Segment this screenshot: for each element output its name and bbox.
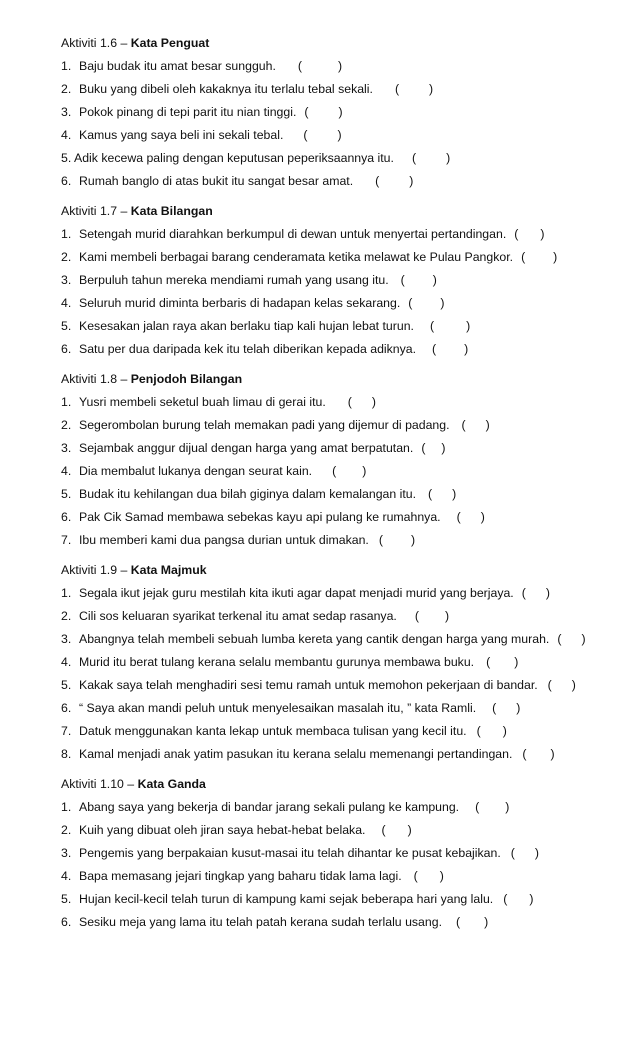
question-text: Yusri membeli seketul buah limau di gerai itu.	[79, 395, 326, 409]
question-item	[61, 227, 631, 241]
question-number: 1.	[61, 395, 72, 409]
question-number: 5.	[61, 319, 72, 333]
question-text: Sejambak anggur dijual dengan harga yang amat berpatutan.	[79, 441, 414, 455]
activity-title: Kata Ganda	[137, 777, 206, 791]
question-number: 2.	[61, 609, 72, 623]
answer-box[interactable]: ( )	[400, 273, 437, 287]
activity-title: Kata Majmuk	[130, 563, 207, 577]
answer-box[interactable]: ( )	[347, 395, 376, 409]
question-item	[61, 395, 631, 409]
question-text: “ Saya akan mandi peluh untuk menyelesaikan masalah itu, ” kata Ramli.	[79, 701, 477, 715]
question-item	[61, 510, 631, 524]
answer-box[interactable]: ( )	[375, 174, 414, 188]
question-text: Kesesakan jalan raya akan berlaku tiap kali hujan lebat turun.	[79, 319, 414, 333]
answer-box[interactable]: ( )	[304, 105, 343, 119]
activity-number: Aktiviti 1.9 –	[61, 563, 131, 577]
answer-box[interactable]: ( )	[456, 510, 485, 524]
question-item	[61, 128, 631, 142]
question-number: 7.	[61, 533, 72, 547]
question-text: Kamal menjadi anak yatim pasukan itu kerana selalu memenangi pertandingan.	[79, 747, 513, 761]
question-text: Kuih yang dibuat oleh jiran saya hebat-hebat belaka.	[79, 823, 366, 837]
activity-number: Aktiviti 1.6 –	[61, 36, 131, 50]
answer-box[interactable]: ( )	[297, 59, 343, 73]
question-text: Pengemis yang berpakaian kusut-masai itu telah dihantar ke pusat kebajikan.	[79, 846, 501, 860]
question-item	[61, 724, 631, 738]
question-item	[61, 678, 631, 692]
answer-box[interactable]: ( )	[510, 846, 539, 860]
question-number: 1.	[61, 586, 72, 600]
question-number: 1.	[61, 59, 72, 73]
activity-heading	[61, 372, 631, 386]
question-item	[61, 846, 631, 860]
question-number: 7.	[61, 724, 72, 738]
question-text: Murid itu berat tulang kerana selalu membantu gurunya membawa buku.	[79, 655, 475, 669]
question-item	[61, 609, 631, 623]
question-text: Setengah murid diarahkan berkumpul di dewan untuk menyertai pertandingan.	[79, 227, 507, 241]
question-text: Budak itu kehilangan dua bilah giginya dalam kemalangan itu.	[79, 487, 417, 501]
question-number: 3.	[61, 632, 72, 646]
activity-title: Penjodoh Bilangan	[130, 372, 243, 386]
question-text: Kakak saya telah menghadiri sesi temu ramah untuk memohon pekerjaan di bandar.	[79, 678, 538, 692]
activity-section	[61, 36, 631, 188]
activity-section	[61, 372, 631, 547]
question-text: Adik kecewa paling dengan keputusan peperiksaannya itu.	[74, 151, 394, 165]
question-text: Datuk menggunakan kanta lekap untuk membaca tulisan yang kecil itu.	[79, 724, 467, 738]
question-text: Buku yang dibeli oleh kakaknya itu terlalu tebal sekali.	[79, 82, 373, 96]
question-text: Ibu memberi kami dua pangsa durian untuk dimakan.	[79, 533, 369, 547]
question-text: Seluruh murid diminta berbaris di hadapan kelas sekarang.	[79, 296, 401, 310]
question-text: Segerombolan burung telah memakan padi yang dijemur di padang.	[79, 418, 450, 432]
question-number: 2.	[61, 82, 72, 96]
question-text: Segala ikut jejak guru mestilah kita ikuti agar dapat menjadi murid yang berjaya.	[79, 586, 514, 600]
activity-section	[61, 563, 631, 761]
question-item	[61, 915, 631, 929]
answer-box[interactable]: ( )	[522, 747, 555, 761]
question-item	[61, 655, 631, 669]
question-text: Bapa memasang jejari tingkap yang baharu tidak lama lagi.	[79, 869, 402, 883]
worksheet	[61, 36, 631, 945]
question-number: 4.	[61, 869, 72, 883]
answer-box[interactable]: ( )	[521, 586, 550, 600]
question-number: 4.	[61, 128, 72, 142]
question-number: 4.	[61, 464, 72, 478]
question-item	[61, 632, 631, 646]
question-item	[61, 418, 631, 432]
answer-box[interactable]: ( )	[486, 655, 519, 669]
answer-box[interactable]: ( )	[503, 892, 534, 906]
question-number: 6.	[61, 174, 72, 188]
question-item	[61, 273, 631, 287]
answer-box[interactable]: ( )	[394, 82, 434, 96]
question-item	[61, 800, 631, 814]
question-item	[61, 174, 631, 188]
question-text: Rumah banglo di atas bukit itu sangat besar amat.	[79, 174, 354, 188]
answer-box[interactable]: ( )	[378, 533, 416, 547]
answer-box[interactable]: ( )	[429, 319, 471, 333]
answer-box[interactable]: ( )	[332, 464, 367, 478]
question-item	[61, 487, 631, 501]
answer-box[interactable]: ( )	[421, 441, 446, 455]
question-item	[61, 82, 631, 96]
answer-box[interactable]: ( )	[492, 701, 521, 715]
answer-box[interactable]: ( )	[547, 678, 576, 692]
answer-box[interactable]: ( )	[476, 724, 507, 738]
question-number: 5.	[61, 678, 72, 692]
question-item	[61, 296, 631, 310]
question-item	[61, 892, 631, 906]
question-text: Kamus yang saya beli ini sekali tebal.	[79, 128, 284, 142]
question-text: Sesiku meja yang lama itu telah patah kerana sudah terlalu usang.	[79, 915, 442, 929]
activity-title: Kata Bilangan	[130, 204, 213, 218]
activity-heading	[61, 36, 631, 50]
answer-box[interactable]: ( )	[413, 869, 444, 883]
question-item	[61, 151, 631, 165]
question-item	[61, 869, 631, 883]
question-number: 5.	[61, 151, 72, 165]
question-item	[61, 701, 631, 715]
question-text: Satu per dua daripada kek itu telah diberikan kepada adiknya.	[79, 342, 417, 356]
question-number: 2.	[61, 418, 72, 432]
question-item	[61, 464, 631, 478]
answer-box[interactable]: ( )	[456, 915, 489, 929]
answer-box[interactable]: ( )	[428, 487, 457, 501]
question-text: Pak Cik Samad membawa sebekas kayu api pulang ke rumahnya.	[79, 510, 441, 524]
question-item	[61, 533, 631, 547]
question-item	[61, 747, 631, 761]
question-item	[61, 342, 631, 356]
activity-heading	[61, 777, 631, 791]
activity-number: Aktiviti 1.7 –	[61, 204, 131, 218]
answer-box[interactable]: ( )	[432, 342, 469, 356]
question-item	[61, 250, 631, 264]
question-item	[61, 441, 631, 455]
question-text: Pokok pinang di tepi parit itu nian tinggi.	[79, 105, 297, 119]
answer-box[interactable]: ( )	[414, 609, 450, 623]
answer-box[interactable]: ( )	[381, 823, 412, 837]
question-number: 6.	[61, 342, 72, 356]
answer-box[interactable]: ( )	[521, 250, 558, 264]
question-text: Abang saya yang bekerja di bandar jarang sekali pulang ke kampung.	[79, 800, 460, 814]
answer-box[interactable]: ( )	[303, 128, 342, 142]
question-item	[61, 59, 631, 73]
answer-box[interactable]: ( )	[461, 418, 490, 432]
question-text: Hujan kecil-kecil telah turun di kampung kami sejak beberapa hari yang lalu.	[79, 892, 494, 906]
question-text: Baju budak itu amat besar sungguh.	[79, 59, 276, 73]
question-text: Berpuluh tahun mereka mendiami rumah yang usang itu.	[79, 273, 389, 287]
question-text: Dia membalut lukanya dengan seurat kain.	[79, 464, 313, 478]
activity-heading	[61, 204, 631, 218]
activity-title: Kata Penguat	[130, 36, 210, 50]
activity-number: Aktiviti 1.8 –	[61, 372, 131, 386]
question-item	[61, 823, 631, 837]
question-number: 6.	[61, 915, 72, 929]
answer-box[interactable]: ( )	[411, 151, 451, 165]
question-number: 8.	[61, 747, 72, 761]
answer-box[interactable]: ( )	[514, 227, 545, 241]
question-number: 6.	[61, 510, 72, 524]
question-number: 3.	[61, 273, 72, 287]
question-item	[61, 105, 631, 119]
activity-number: Aktiviti 1.10 –	[61, 777, 138, 791]
question-number: 2.	[61, 823, 72, 837]
answer-box[interactable]: ( )	[475, 800, 510, 814]
answer-box[interactable]: ( )	[408, 296, 445, 310]
question-number: 6.	[61, 701, 72, 715]
answer-box[interactable]: ( )	[557, 632, 586, 646]
activity-heading	[61, 563, 631, 577]
question-text: Kami membeli berbagai barang cenderamata ketika melawat ke Pulau Pangkor.	[79, 250, 514, 264]
question-number: 2.	[61, 250, 72, 264]
question-number: 3.	[61, 441, 72, 455]
question-number: 3.	[61, 846, 72, 860]
question-number: 4.	[61, 655, 72, 669]
question-number: 1.	[61, 800, 72, 814]
question-text: Abangnya telah membeli sebuah lumba kereta yang cantik dengan harga yang murah.	[79, 632, 550, 646]
question-number: 1.	[61, 227, 72, 241]
question-text: Cili sos keluaran syarikat terkenal itu amat sedap rasanya.	[79, 609, 397, 623]
activity-section	[61, 777, 631, 929]
question-number: 5.	[61, 487, 72, 501]
question-item	[61, 319, 631, 333]
activity-section	[61, 204, 631, 356]
question-number: 4.	[61, 296, 72, 310]
question-item	[61, 586, 631, 600]
question-number: 3.	[61, 105, 72, 119]
question-number: 5.	[61, 892, 72, 906]
